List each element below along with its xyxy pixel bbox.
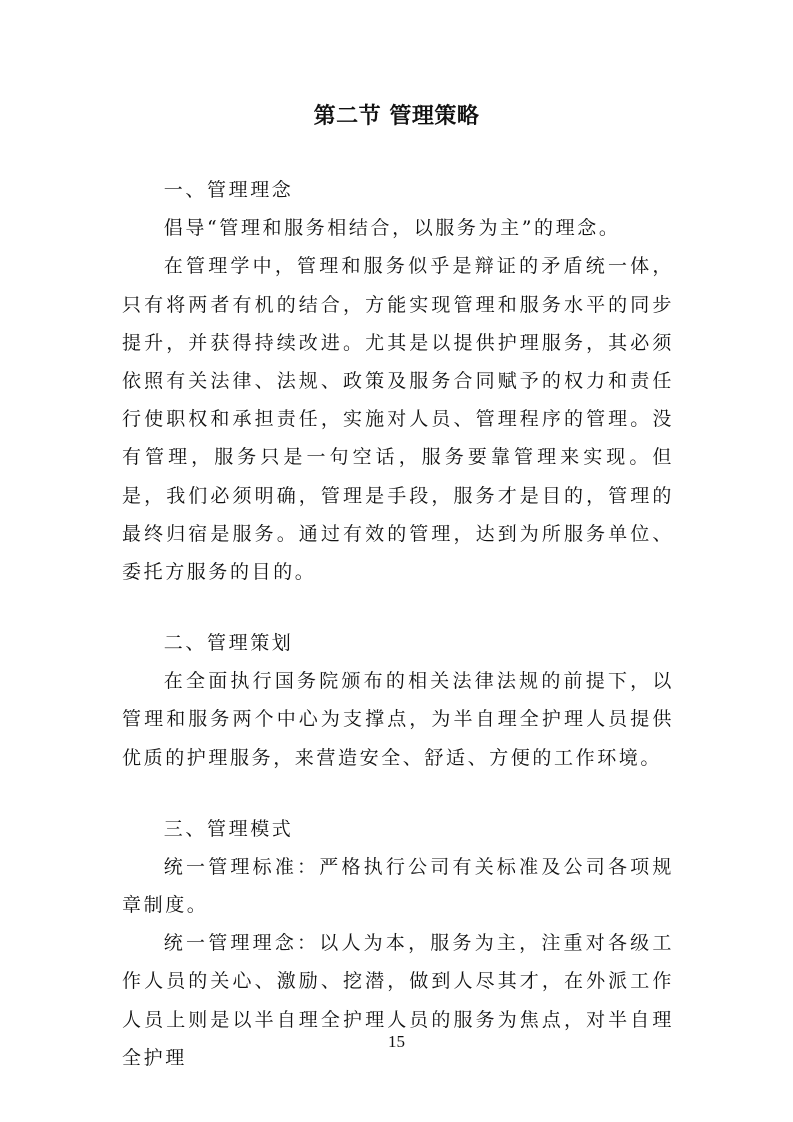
paragraph-unified-philosophy: 统一管理理念：以人为本，服务为主，注重对各级工作人员的关心、激励、挖潜，做到人尽其才，在外派工作人员上则是以半自理全护理人员的服务为焦点，对半自理全护理	[122, 932, 674, 1069]
section-title: 第二节 管理策略	[313, 104, 480, 129]
section-gap	[122, 777, 674, 810]
section-heading-1: 一、管理理念	[163, 179, 294, 201]
paragraph-management-planning: 在全面执行国务院颁布的相关法律法规的前提下，以管理和服务两个中心为支撑点，为半自理全护理人员提供优质的护理服务，来营造安全、舒适、方便的工作环境。	[122, 670, 674, 769]
section-gap	[122, 591, 674, 624]
paragraph-management-service: 在管理学中，管理和服务似乎是辩证的矛盾统一体，只有将两者有机的结合，方能实现管理和服务水平的同步提升，并获得持续改进。尤其是以提供护理服务，其必须依照有关法律、法规、政策及服务合同赋予的权力和责任行使职权和承担责任，实施对人员、管理程序的管理。没有管理，服务只是一句空话，服务要靠管理来实现。但是，我们必须明确，管理是手段，服务才是目的，管理的最终归宿是服务。通过有效的管理，达到为所服务单位、委托方服务的目的。	[122, 255, 674, 584]
section-heading-3: 三、管理模式	[163, 817, 294, 840]
document-body	[122, 171, 674, 1077]
section-heading-2: 二、管理策划	[163, 632, 294, 655]
page-number: 15	[388, 1032, 405, 1051]
paragraph-philosophy-statement: 倡导“管理和服务相结合，以服务为主”的理念。	[163, 217, 621, 240]
paragraph-unified-standards: 统一管理标准：严格执行公司有关标准及公司各项规章制度。	[122, 855, 674, 917]
